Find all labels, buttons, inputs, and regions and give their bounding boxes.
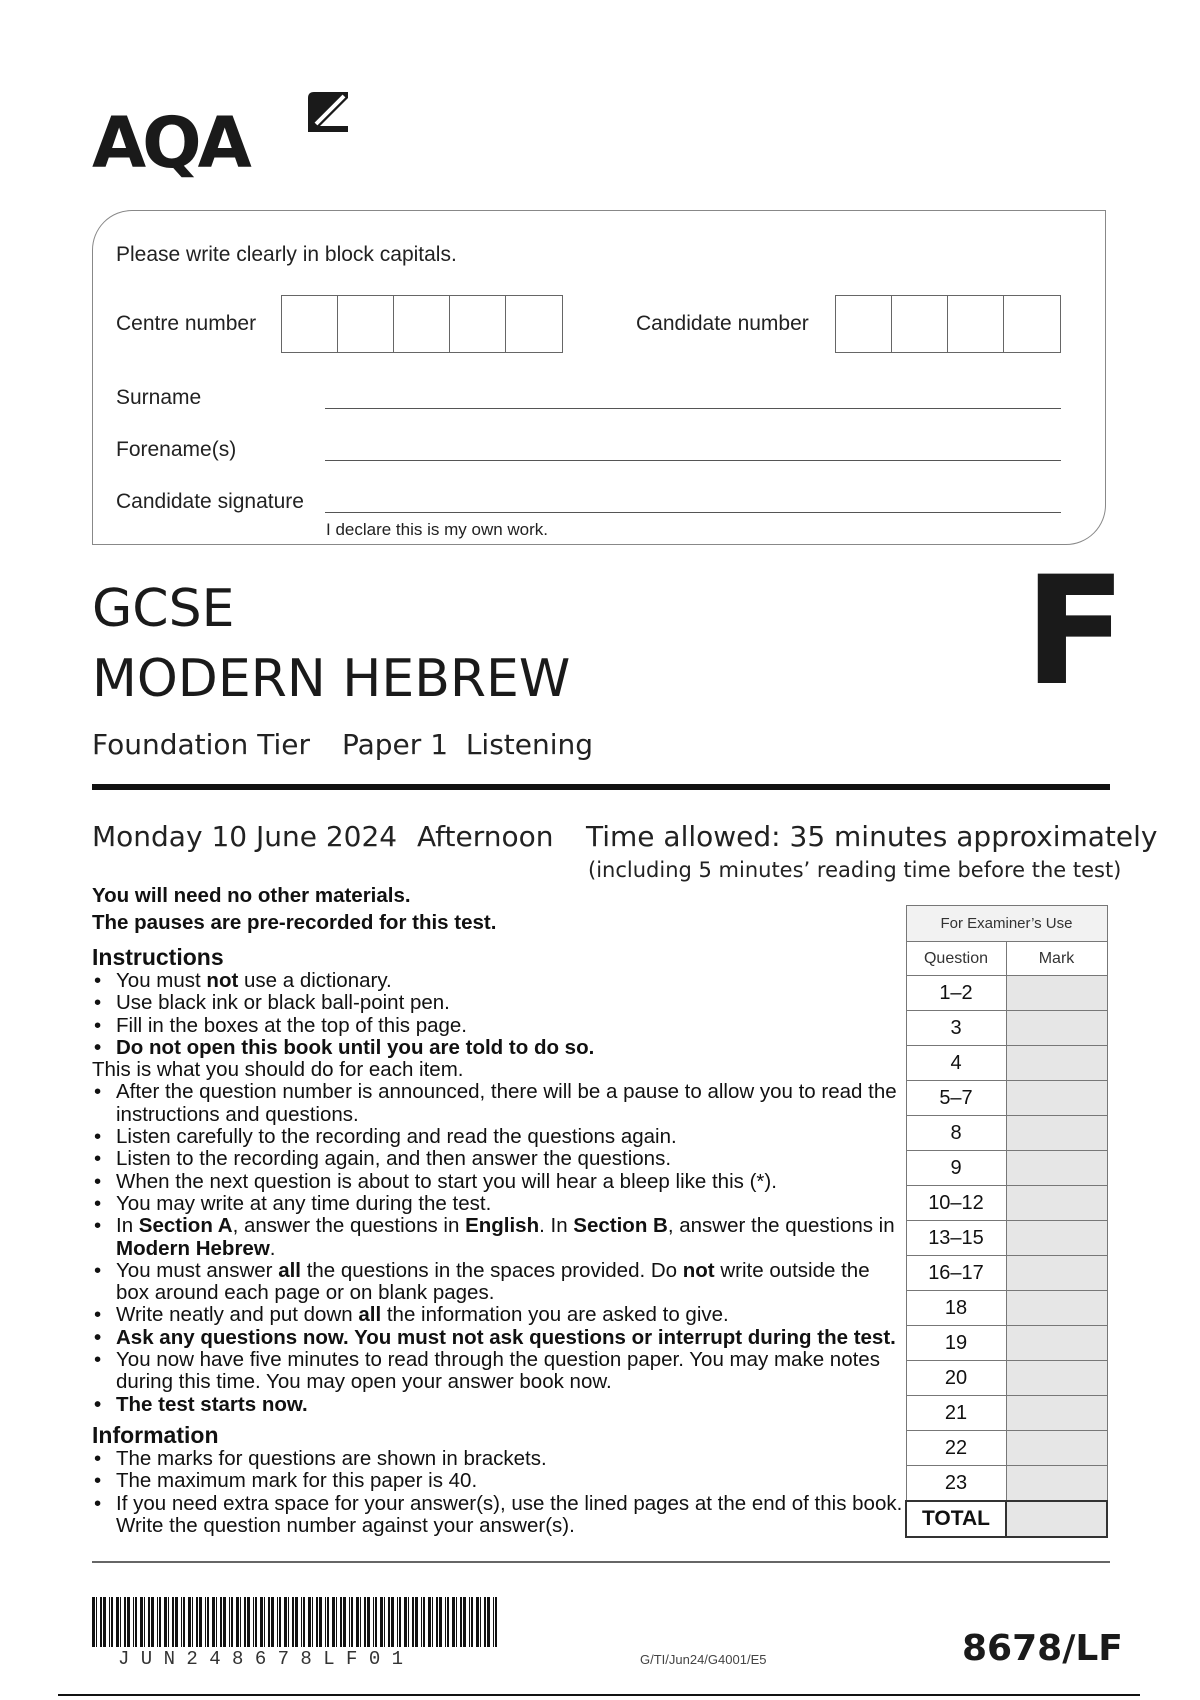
instructions-heading: Instructions xyxy=(92,944,224,970)
total-row xyxy=(906,1501,1107,1537)
qualification-level: GCSE xyxy=(92,579,235,639)
mark-cell[interactable] xyxy=(1006,1466,1107,1502)
barcode-bar xyxy=(279,1597,281,1647)
paper-info: Paper 1 Listening xyxy=(342,728,594,761)
instruction-item: • After the question number is announced, there will be a pause to allow you to read the instructions and questions. xyxy=(92,1081,904,1126)
barcode-bar xyxy=(124,1597,126,1647)
barcode-bar xyxy=(277,1597,278,1647)
instruction-intro: This is what you should do for each item. xyxy=(92,1058,464,1082)
barcode-bar xyxy=(284,1597,287,1647)
barcode-bar xyxy=(253,1597,254,1647)
signature-line[interactable] xyxy=(325,512,1061,513)
barcode xyxy=(92,1597,502,1647)
barcode-bar xyxy=(231,1597,233,1647)
examiner-row xyxy=(906,1291,1107,1326)
instruction-item: • Ask any questions now. You must not ask questions or interrupt during the test. xyxy=(92,1327,904,1349)
barcode-bar xyxy=(135,1597,137,1647)
materials-line-2: The pauses are pre-recorded for this test. xyxy=(92,911,497,934)
mark-cell[interactable] xyxy=(1006,1151,1107,1186)
barcode-bar xyxy=(319,1597,322,1647)
barcode-text: J U N 2 4 8 6 7 8 L F 0 1 xyxy=(118,1648,404,1670)
tier-info: Foundation Tier xyxy=(92,728,310,761)
barcode-bar xyxy=(188,1597,191,1647)
barcode-bar xyxy=(196,1597,198,1647)
instruction-item: • Listen carefully to the recording and read the questions again. xyxy=(92,1126,904,1148)
forename-line[interactable] xyxy=(325,460,1061,461)
candidate-digit-box[interactable] xyxy=(892,296,948,352)
barcode-bar xyxy=(295,1597,298,1647)
barcode-bar xyxy=(312,1597,313,1647)
barcode-bar xyxy=(247,1597,250,1647)
question-number-cell: 1–2 xyxy=(906,976,1006,1011)
instruction-item: • The test starts now. xyxy=(92,1394,904,1416)
barcode-bar xyxy=(432,1597,433,1647)
barcode-bar xyxy=(356,1597,359,1647)
examiner-row xyxy=(906,1466,1107,1502)
barcode-bar xyxy=(415,1597,418,1647)
barcode-bar xyxy=(399,1597,401,1647)
barcode-bar xyxy=(336,1597,337,1647)
page-bottom-rule xyxy=(58,1694,1140,1696)
question-number-cell: 8 xyxy=(906,1116,1006,1151)
examiner-row xyxy=(906,1431,1107,1466)
instruction-item: • You may write at any time during the test. xyxy=(92,1193,904,1215)
instruction-item: • Listen to the recording again, and then answer the questions. xyxy=(92,1148,904,1170)
information-item: • The marks for questions are shown in brackets. xyxy=(92,1448,904,1470)
centre-number-boxes[interactable] xyxy=(281,295,563,353)
barcode-bar xyxy=(404,1597,407,1647)
barcode-bar xyxy=(397,1597,398,1647)
barcode-bar xyxy=(111,1597,113,1647)
barcode-bar xyxy=(164,1597,167,1647)
question-number-cell: 4 xyxy=(906,1046,1006,1081)
total-label: TOTAL xyxy=(906,1501,1006,1537)
question-number-cell: 9 xyxy=(906,1151,1006,1186)
barcode-bar xyxy=(391,1597,394,1647)
barcode-bar xyxy=(384,1597,385,1647)
barcode-bar xyxy=(264,1597,265,1647)
barcode-bar xyxy=(460,1597,462,1647)
instruction-item: • Write neatly and put down all the information you are asked to give. xyxy=(92,1304,904,1326)
barcode-bar xyxy=(476,1597,479,1647)
candidate-number-boxes[interactable] xyxy=(835,295,1061,353)
examiner-row xyxy=(906,1326,1107,1361)
mark-cell[interactable] xyxy=(1006,1431,1107,1466)
barcode-bar xyxy=(421,1597,422,1647)
question-number-cell: 19 xyxy=(906,1326,1006,1361)
barcode-bar xyxy=(463,1597,466,1647)
barcode-bar xyxy=(388,1597,390,1647)
question-number-cell: 21 xyxy=(906,1396,1006,1431)
title-divider xyxy=(92,784,1110,790)
paper-reference: G/TI/Jun24/G4001/E5 xyxy=(640,1652,767,1667)
examiner-row xyxy=(906,976,1107,1011)
declaration-text: I declare this is my own work. xyxy=(326,520,549,539)
barcode-bar xyxy=(205,1597,206,1647)
barcode-bar xyxy=(192,1597,193,1647)
mark-cell[interactable] xyxy=(1006,1326,1107,1361)
aqa-logo xyxy=(92,88,357,183)
barcode-bar xyxy=(288,1597,289,1647)
question-number-cell: 22 xyxy=(906,1431,1006,1466)
barcode-bar xyxy=(100,1597,102,1647)
centre-digit-box[interactable] xyxy=(394,296,450,352)
barcode-bar xyxy=(480,1597,481,1647)
mark-cell[interactable] xyxy=(1006,1116,1107,1151)
barcode-bar xyxy=(148,1597,150,1647)
examiners-use-title: For Examiner’s Use xyxy=(906,906,1107,942)
barcode-bar xyxy=(340,1597,342,1647)
candidate-number-label: Candidate number xyxy=(636,312,809,335)
barcode-bar xyxy=(157,1597,158,1647)
barcode-bar xyxy=(116,1597,119,1647)
barcode-bar xyxy=(360,1597,361,1647)
mark-cell[interactable] xyxy=(1006,1186,1107,1221)
barcode-bar xyxy=(103,1597,106,1647)
information-heading: Information xyxy=(92,1421,219,1448)
question-number-cell: 3 xyxy=(906,1011,1006,1046)
mark-cell[interactable] xyxy=(1006,1291,1107,1326)
examiner-row xyxy=(906,1081,1107,1116)
barcode-bar xyxy=(172,1597,174,1647)
examiner-row xyxy=(906,1011,1107,1046)
subject-title: MODERN HEBREW xyxy=(92,649,571,709)
centre-digit-box[interactable] xyxy=(506,296,562,352)
barcode-bar xyxy=(493,1597,494,1647)
barcode-bar xyxy=(349,1597,350,1647)
mark-column-header: Mark xyxy=(1006,942,1107,976)
barcode-bar xyxy=(412,1597,414,1647)
time-allowed: Time allowed: 35 minutes approximately xyxy=(586,820,1158,853)
barcode-bar xyxy=(308,1597,311,1647)
centre-digit-box[interactable] xyxy=(338,296,394,352)
barcode-bar xyxy=(436,1597,438,1647)
barcode-bar xyxy=(364,1597,366,1647)
mark-cell[interactable] xyxy=(1006,1081,1107,1116)
materials-line-1: You will need no other materials. xyxy=(92,884,411,907)
barcode-bar xyxy=(216,1597,217,1647)
mark-cell[interactable] xyxy=(1006,1256,1107,1291)
barcode-bar xyxy=(316,1597,318,1647)
instructions-section xyxy=(92,938,904,1537)
barcode-bar xyxy=(301,1597,302,1647)
barcode-bar xyxy=(140,1597,143,1647)
examiner-row xyxy=(906,1116,1107,1151)
barcode-bar xyxy=(351,1597,353,1647)
barcode-bar xyxy=(471,1597,473,1647)
barcode-bar xyxy=(292,1597,294,1647)
surname-label: Surname xyxy=(116,386,202,409)
barcode-bar xyxy=(96,1597,97,1647)
barcode-bar xyxy=(484,1597,486,1647)
aqa-logo-text: AQA xyxy=(92,102,248,184)
barcode-bar xyxy=(92,1597,95,1647)
barcode-bar xyxy=(199,1597,202,1647)
exam-session: Afternoon xyxy=(417,820,554,853)
instruction-item: • Use black ink or black ball-point pen. xyxy=(92,992,904,1014)
surname-line[interactable] xyxy=(325,408,1061,409)
barcode-bar xyxy=(223,1597,226,1647)
barcode-bar xyxy=(255,1597,257,1647)
question-column-header: Question xyxy=(906,942,1006,976)
exam-date: Monday 10 June 2024 xyxy=(92,820,398,853)
barcode-bar xyxy=(183,1597,185,1647)
mark-cell[interactable] xyxy=(1006,1221,1107,1256)
barcode-bar xyxy=(133,1597,134,1647)
barcode-bar xyxy=(408,1597,409,1647)
examiner-row xyxy=(906,1151,1107,1186)
instruction-item: • Fill in the boxes at the top of this page. xyxy=(92,1015,904,1037)
information-item: • If you need extra space for your answer(s), use the lined pages at the end of this book. Write the question number against your answer(s). xyxy=(92,1493,904,1538)
barcode-bar xyxy=(325,1597,326,1647)
barcode-bar xyxy=(220,1597,222,1647)
instruction-item: • You now have five minutes to read through the question paper. You may make notes during this time. You may open your answer book now. xyxy=(92,1349,904,1394)
barcode-bar xyxy=(181,1597,182,1647)
candidate-digit-box[interactable] xyxy=(836,296,892,352)
barcode-bar xyxy=(229,1597,230,1647)
barcode-bar xyxy=(212,1597,215,1647)
barcode-bar xyxy=(452,1597,455,1647)
block-capitals-instruction: Please write clearly in block capitals. xyxy=(116,243,457,266)
instruction-item: • You must not use a dictionary. xyxy=(92,970,904,992)
barcode-bar xyxy=(175,1597,178,1647)
barcode-bar xyxy=(240,1597,241,1647)
instruction-item: • You must answer all the questions in the spaces provided. Do not write outside the box around each page or on blank pages. xyxy=(92,1260,904,1305)
barcode-bar xyxy=(168,1597,169,1647)
information-item: • The maximum mark for this paper is 40. xyxy=(92,1470,904,1492)
examiner-row xyxy=(906,1361,1107,1396)
instruction-item: • In Section A, answer the questions in English. In Section B, answer the questions in Modern Hebrew. xyxy=(92,1215,904,1260)
barcode-bar xyxy=(332,1597,335,1647)
examiner-row xyxy=(906,1221,1107,1256)
barcode-bar xyxy=(159,1597,161,1647)
barcode-bar xyxy=(373,1597,374,1647)
barcode-bar xyxy=(109,1597,110,1647)
barcode-bar xyxy=(487,1597,490,1647)
barcode-bar xyxy=(327,1597,329,1647)
instruction-item: • Do not open this book until you are told to do so. xyxy=(92,1037,904,1059)
barcode-bar xyxy=(271,1597,274,1647)
barcode-bar xyxy=(447,1597,449,1647)
barcode-bar xyxy=(439,1597,442,1647)
paper-code: 8678/LF xyxy=(962,1628,1123,1669)
bottom-divider xyxy=(92,1561,1110,1563)
question-number-cell: 20 xyxy=(906,1361,1006,1396)
centre-digit-box[interactable] xyxy=(282,296,338,352)
mark-cell[interactable] xyxy=(1006,1046,1107,1081)
instruction-item: • When the next question is about to start you will hear a bleep like this (*). xyxy=(92,1171,904,1193)
barcode-bar xyxy=(120,1597,121,1647)
barcode-bar xyxy=(428,1597,431,1647)
barcode-bar xyxy=(375,1597,377,1647)
barcode-bar xyxy=(236,1597,239,1647)
barcode-bar xyxy=(423,1597,425,1647)
barcode-bar xyxy=(469,1597,470,1647)
reading-time: (including 5 minutes’ reading time before the test) xyxy=(588,858,1122,882)
signature-label: Candidate signature xyxy=(116,490,304,513)
mark-cell[interactable] xyxy=(1006,1011,1107,1046)
mark-cell[interactable] xyxy=(1006,1361,1107,1396)
barcode-bar xyxy=(495,1597,497,1647)
barcode-bar xyxy=(268,1597,270,1647)
question-number-cell: 23 xyxy=(906,1466,1006,1502)
barcode-bar xyxy=(151,1597,154,1647)
examiner-row xyxy=(906,1186,1107,1221)
barcode-bar xyxy=(207,1597,209,1647)
barcode-bar xyxy=(343,1597,346,1647)
barcode-bar xyxy=(445,1597,446,1647)
barcode-bar xyxy=(367,1597,370,1647)
barcode-bar xyxy=(303,1597,305,1647)
question-number-cell: 13–15 xyxy=(906,1221,1006,1256)
tier-letter: F xyxy=(1024,545,1127,719)
candidate-digit-box[interactable] xyxy=(1004,296,1060,352)
barcode-bar xyxy=(144,1597,145,1647)
total-mark-cell[interactable] xyxy=(1006,1501,1107,1537)
mark-cell[interactable] xyxy=(1006,976,1107,1011)
mark-cell[interactable] xyxy=(1006,1396,1107,1431)
examiner-row xyxy=(906,1046,1107,1081)
barcode-bar xyxy=(244,1597,246,1647)
question-number-cell: 16–17 xyxy=(906,1256,1006,1291)
centre-digit-box[interactable] xyxy=(450,296,506,352)
barcode-bar xyxy=(260,1597,263,1647)
candidate-digit-box[interactable] xyxy=(948,296,1004,352)
question-number-cell: 5–7 xyxy=(906,1081,1006,1116)
question-number-cell: 18 xyxy=(906,1291,1006,1326)
examiner-row xyxy=(906,1396,1107,1431)
centre-number-label: Centre number xyxy=(116,312,257,335)
aqa-logo-mark-icon xyxy=(304,88,354,138)
barcode-bar xyxy=(456,1597,457,1647)
examiner-row xyxy=(906,1256,1107,1291)
examiners-use-table xyxy=(905,905,1108,1538)
question-number-cell: 10–12 xyxy=(906,1186,1006,1221)
barcode-bar xyxy=(380,1597,383,1647)
forename-label: Forename(s) xyxy=(116,438,237,461)
barcode-bar xyxy=(127,1597,130,1647)
